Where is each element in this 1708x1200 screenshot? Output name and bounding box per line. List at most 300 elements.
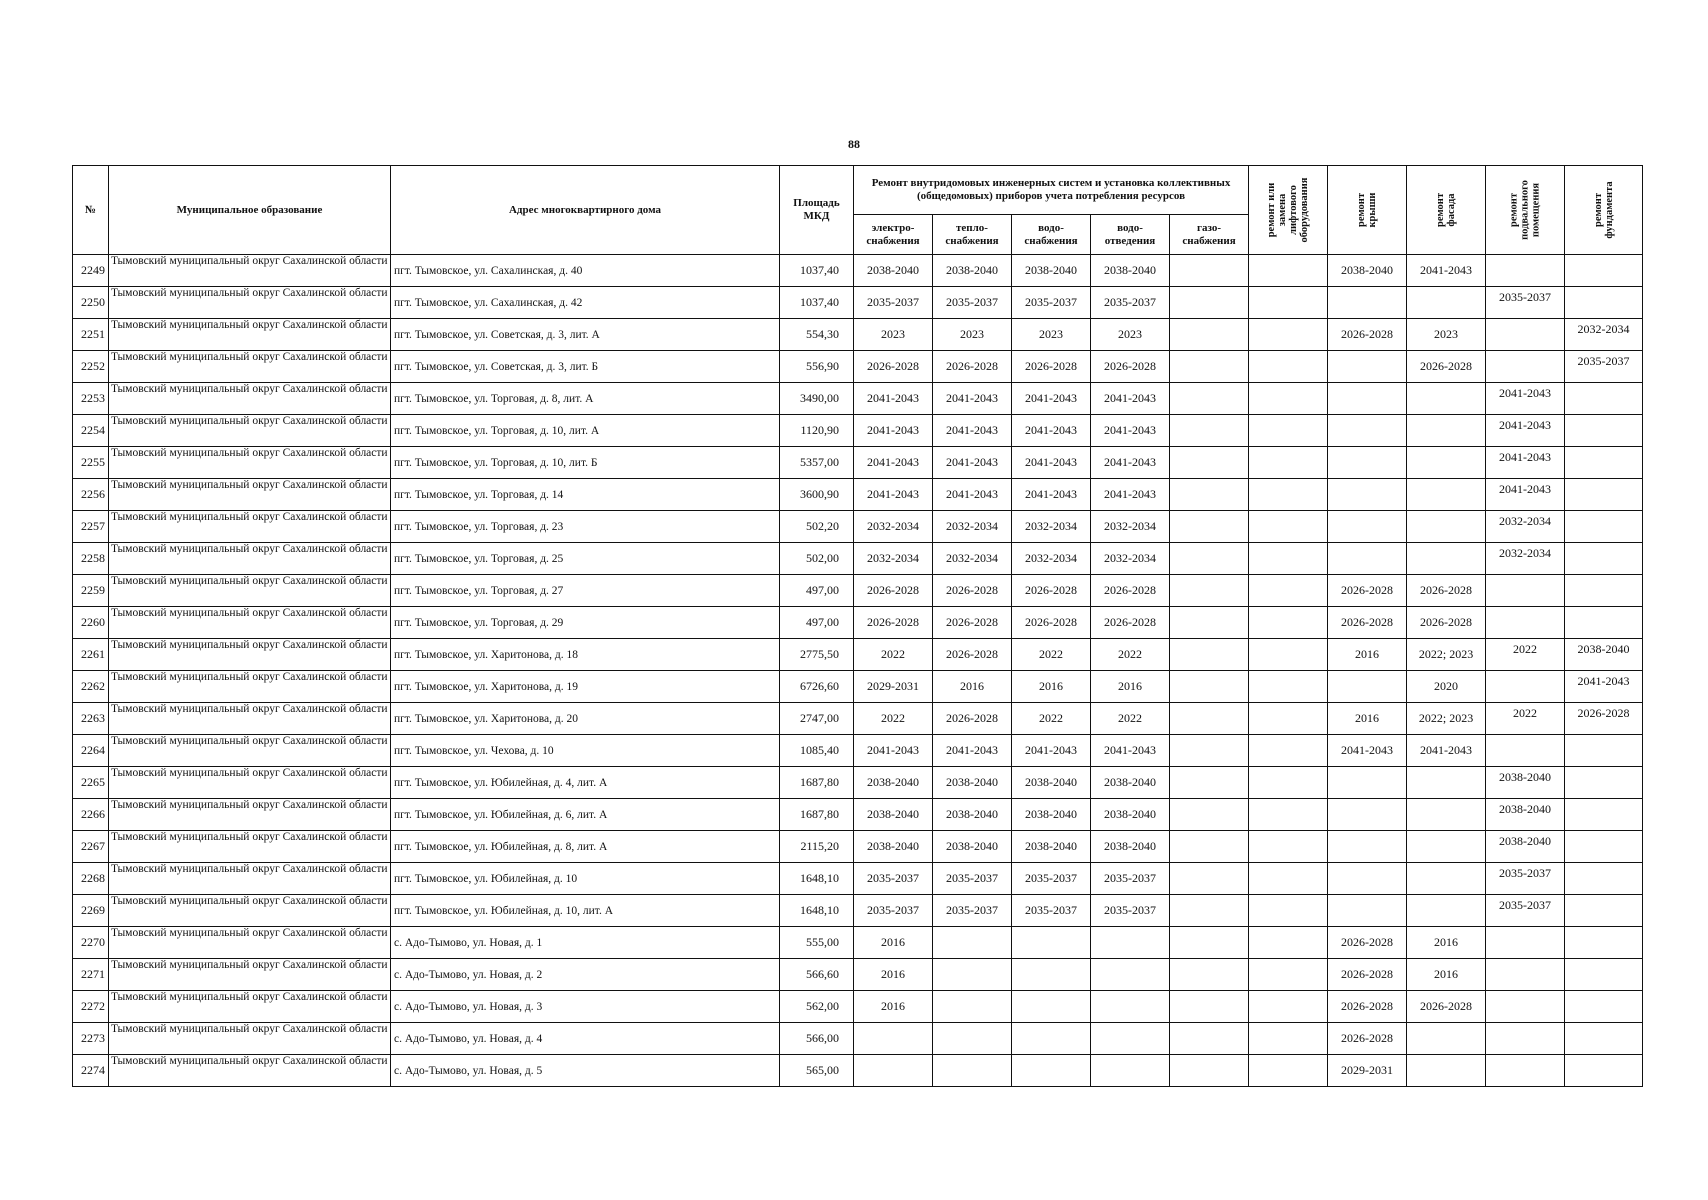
electricity-cell: 2038-2040 <box>854 767 933 799</box>
header-water-supply: водо- снабжения <box>1012 215 1091 255</box>
water-disposal-cell: 2041-2043 <box>1091 735 1170 767</box>
municipality-cell: Тымовский муниципальный округ Сахалинской области <box>109 319 391 351</box>
table-row <box>73 479 1643 511</box>
gas-cell <box>1170 255 1249 287</box>
header-facade-text: ремонт фасада <box>1435 193 1458 227</box>
elevator-cell <box>1249 575 1328 607</box>
address-cell: пгт. Тымовское, ул. Торговая, д. 8, лит. А <box>391 383 780 415</box>
table-row <box>73 575 1643 607</box>
address-cell: пгт. Тымовское, ул. Юбилейная, д. 8, лит. А <box>391 831 780 863</box>
foundation-cell: 2035-2037 <box>1565 351 1643 383</box>
row-number: 2257 <box>73 511 109 543</box>
facade-cell: 2022; 2023 <box>1407 639 1486 671</box>
heating-cell: 2035-2037 <box>933 895 1012 927</box>
elevator-cell <box>1249 767 1328 799</box>
electricity-cell: 2032-2034 <box>854 511 933 543</box>
address-cell: с. Адо-Тымово, ул. Новая, д. 3 <box>391 991 780 1023</box>
roof-cell <box>1328 447 1407 479</box>
basement-cell: 2035-2037 <box>1486 863 1565 895</box>
elevator-cell <box>1249 543 1328 575</box>
roof-cell <box>1328 671 1407 703</box>
electricity-cell: 2026-2028 <box>854 607 933 639</box>
elevator-cell <box>1249 1023 1328 1055</box>
area-cell: 2115,20 <box>780 831 854 863</box>
water-disposal-cell: 2041-2043 <box>1091 447 1170 479</box>
gas-cell <box>1170 895 1249 927</box>
electricity-cell: 2035-2037 <box>854 863 933 895</box>
water-disposal-cell: 2026-2028 <box>1091 575 1170 607</box>
roof-cell <box>1328 767 1407 799</box>
elevator-cell <box>1249 703 1328 735</box>
gas-cell <box>1170 991 1249 1023</box>
heating-cell: 2035-2037 <box>933 863 1012 895</box>
gas-cell <box>1170 735 1249 767</box>
area-cell: 497,00 <box>780 607 854 639</box>
elevator-cell <box>1249 415 1328 447</box>
municipality-cell: Тымовский муниципальный округ Сахалинской области <box>109 479 391 511</box>
table-row <box>73 831 1643 863</box>
area-cell: 1037,40 <box>780 287 854 319</box>
elevator-cell <box>1249 383 1328 415</box>
header-water-disposal: водо- отведения <box>1091 215 1170 255</box>
gas-cell <box>1170 351 1249 383</box>
table-row <box>73 351 1643 383</box>
roof-cell: 2026-2028 <box>1328 959 1407 991</box>
heating-cell: 2032-2034 <box>933 511 1012 543</box>
basement-cell: 2038-2040 <box>1486 831 1565 863</box>
basement-cell: 2041-2043 <box>1486 479 1565 511</box>
facade-cell <box>1407 511 1486 543</box>
table-row <box>73 671 1643 703</box>
roof-cell <box>1328 831 1407 863</box>
header-roof <box>1328 166 1407 255</box>
electricity-cell: 2026-2028 <box>854 575 933 607</box>
table-row <box>73 735 1643 767</box>
elevator-cell <box>1249 991 1328 1023</box>
gas-cell <box>1170 383 1249 415</box>
water-disposal-cell: 2041-2043 <box>1091 479 1170 511</box>
area-cell: 1648,10 <box>780 895 854 927</box>
facade-cell <box>1407 799 1486 831</box>
municipality-cell: Тымовский муниципальный округ Сахалинской области <box>109 447 391 479</box>
elevator-cell <box>1249 255 1328 287</box>
foundation-cell <box>1565 895 1643 927</box>
page-number: 88 <box>848 137 860 151</box>
elevator-cell <box>1249 927 1328 959</box>
address-cell: пгт. Тымовское, ул. Торговая, д. 25 <box>391 543 780 575</box>
water-supply-cell: 2038-2040 <box>1012 255 1091 287</box>
heating-cell: 2038-2040 <box>933 767 1012 799</box>
roof-cell <box>1328 287 1407 319</box>
municipality-cell: Тымовский муниципальный округ Сахалинской области <box>109 735 391 767</box>
electricity-cell: 2035-2037 <box>854 895 933 927</box>
gas-cell <box>1170 447 1249 479</box>
heating-cell: 2032-2034 <box>933 543 1012 575</box>
facade-cell <box>1407 287 1486 319</box>
address-cell: пгт. Тымовское, ул. Торговая, д. 10, лит. А <box>391 415 780 447</box>
area-cell: 1037,40 <box>780 255 854 287</box>
heating-cell: 2026-2028 <box>933 351 1012 383</box>
address-cell: пгт. Тымовское, ул. Харитонова, д. 18 <box>391 639 780 671</box>
municipality-cell: Тымовский муниципальный округ Сахалинской области <box>109 607 391 639</box>
water-supply-cell: 2035-2037 <box>1012 863 1091 895</box>
gas-cell <box>1170 1023 1249 1055</box>
municipality-cell: Тымовский муниципальный округ Сахалинской области <box>109 287 391 319</box>
municipality-cell: Тымовский муниципальный округ Сахалинской области <box>109 927 391 959</box>
facade-cell <box>1407 447 1486 479</box>
foundation-cell: 2026-2028 <box>1565 703 1643 735</box>
row-number: 2273 <box>73 1023 109 1055</box>
water-disposal-cell: 2041-2043 <box>1091 383 1170 415</box>
elevator-cell <box>1249 351 1328 383</box>
area-cell: 1120,90 <box>780 415 854 447</box>
water-disposal-cell: 2026-2028 <box>1091 607 1170 639</box>
address-cell: пгт. Тымовское, ул. Юбилейная, д. 10, лит. А <box>391 895 780 927</box>
foundation-cell <box>1565 511 1643 543</box>
heating-cell: 2041-2043 <box>933 479 1012 511</box>
gas-cell <box>1170 575 1249 607</box>
municipality-cell: Тымовский муниципальный округ Сахалинской области <box>109 1023 391 1055</box>
row-number: 2262 <box>73 671 109 703</box>
electricity-cell: 2041-2043 <box>854 735 933 767</box>
heating-cell: 2016 <box>933 671 1012 703</box>
facade-cell: 2026-2028 <box>1407 575 1486 607</box>
gas-cell <box>1170 1055 1249 1087</box>
address-cell: пгт. Тымовское, ул. Советская, д. 3, лит. А <box>391 319 780 351</box>
elevator-cell <box>1249 1055 1328 1087</box>
heating-cell <box>933 1055 1012 1087</box>
foundation-cell <box>1565 991 1643 1023</box>
table-row <box>73 1023 1643 1055</box>
foundation-cell <box>1565 287 1643 319</box>
table-body <box>73 255 1643 1087</box>
basement-cell: 2041-2043 <box>1486 415 1565 447</box>
water-supply-cell: 2041-2043 <box>1012 415 1091 447</box>
water-disposal-cell: 2038-2040 <box>1091 831 1170 863</box>
area-cell: 556,90 <box>780 351 854 383</box>
basement-cell <box>1486 1023 1565 1055</box>
municipality-cell: Тымовский муниципальный округ Сахалинской области <box>109 415 391 447</box>
facade-cell <box>1407 895 1486 927</box>
table-row <box>73 447 1643 479</box>
water-disposal-cell: 2032-2034 <box>1091 543 1170 575</box>
foundation-cell <box>1565 447 1643 479</box>
gas-cell <box>1170 831 1249 863</box>
water-supply-cell: 2041-2043 <box>1012 447 1091 479</box>
water-disposal-cell: 2038-2040 <box>1091 767 1170 799</box>
gas-cell <box>1170 479 1249 511</box>
address-cell: пгт. Тымовское, ул. Харитонова, д. 20 <box>391 703 780 735</box>
roof-cell: 2029-2031 <box>1328 1055 1407 1087</box>
table-row <box>73 895 1643 927</box>
row-number: 2254 <box>73 415 109 447</box>
municipality-cell: Тымовский муниципальный округ Сахалинской области <box>109 959 391 991</box>
area-cell: 497,00 <box>780 575 854 607</box>
heating-cell <box>933 959 1012 991</box>
area-cell: 502,00 <box>780 543 854 575</box>
table-row <box>73 543 1643 575</box>
area-cell: 3600,90 <box>780 479 854 511</box>
header-elevator <box>1249 166 1328 255</box>
gas-cell <box>1170 927 1249 959</box>
repair-schedule-table <box>72 165 1643 1087</box>
header-gas: газо- снабжения <box>1170 215 1249 255</box>
water-supply-cell: 2032-2034 <box>1012 511 1091 543</box>
heating-cell: 2041-2043 <box>933 735 1012 767</box>
row-number: 2264 <box>73 735 109 767</box>
foundation-cell: 2032-2034 <box>1565 319 1643 351</box>
foundation-cell <box>1565 863 1643 895</box>
electricity-cell: 2022 <box>854 703 933 735</box>
basement-cell <box>1486 1055 1565 1087</box>
water-disposal-cell: 2016 <box>1091 671 1170 703</box>
water-disposal-cell: 2041-2043 <box>1091 415 1170 447</box>
row-number: 2249 <box>73 255 109 287</box>
roof-cell <box>1328 511 1407 543</box>
basement-cell: 2038-2040 <box>1486 767 1565 799</box>
header-municipality: Муниципальное образование <box>109 166 391 255</box>
roof-cell <box>1328 543 1407 575</box>
electricity-cell: 2023 <box>854 319 933 351</box>
row-number: 2255 <box>73 447 109 479</box>
gas-cell <box>1170 543 1249 575</box>
electricity-cell: 2041-2043 <box>854 383 933 415</box>
water-disposal-cell <box>1091 1023 1170 1055</box>
area-cell: 1648,10 <box>780 863 854 895</box>
facade-cell: 2016 <box>1407 927 1486 959</box>
gas-cell <box>1170 639 1249 671</box>
municipality-cell: Тымовский муниципальный округ Сахалинской области <box>109 383 391 415</box>
facade-cell <box>1407 767 1486 799</box>
area-cell: 1085,40 <box>780 735 854 767</box>
foundation-cell <box>1565 575 1643 607</box>
water-supply-cell: 2038-2040 <box>1012 767 1091 799</box>
elevator-cell <box>1249 479 1328 511</box>
table-row <box>73 287 1643 319</box>
elevator-cell <box>1249 447 1328 479</box>
water-disposal-cell: 2035-2037 <box>1091 863 1170 895</box>
facade-cell: 2026-2028 <box>1407 351 1486 383</box>
water-supply-cell: 2035-2037 <box>1012 895 1091 927</box>
basement-cell: 2041-2043 <box>1486 447 1565 479</box>
address-cell: пгт. Тымовское, ул. Торговая, д. 23 <box>391 511 780 543</box>
roof-cell: 2041-2043 <box>1328 735 1407 767</box>
heating-cell <box>933 1023 1012 1055</box>
address-cell: с. Адо-Тымово, ул. Новая, д. 4 <box>391 1023 780 1055</box>
water-supply-cell: 2026-2028 <box>1012 575 1091 607</box>
water-disposal-cell: 2035-2037 <box>1091 895 1170 927</box>
facade-cell <box>1407 1055 1486 1087</box>
row-number: 2263 <box>73 703 109 735</box>
gas-cell <box>1170 511 1249 543</box>
table-row <box>73 767 1643 799</box>
heating-cell: 2038-2040 <box>933 255 1012 287</box>
water-supply-cell <box>1012 1023 1091 1055</box>
heating-cell <box>933 991 1012 1023</box>
roof-cell: 2026-2028 <box>1328 319 1407 351</box>
row-number: 2266 <box>73 799 109 831</box>
water-supply-cell: 2022 <box>1012 703 1091 735</box>
foundation-cell <box>1565 415 1643 447</box>
foundation-cell <box>1565 543 1643 575</box>
electricity-cell: 2016 <box>854 959 933 991</box>
municipality-cell: Тымовский муниципальный округ Сахалинской области <box>109 991 391 1023</box>
foundation-cell <box>1565 255 1643 287</box>
municipality-cell: Тымовский муниципальный округ Сахалинской области <box>109 863 391 895</box>
foundation-cell <box>1565 767 1643 799</box>
foundation-cell <box>1565 799 1643 831</box>
gas-cell <box>1170 415 1249 447</box>
elevator-cell <box>1249 671 1328 703</box>
facade-cell <box>1407 863 1486 895</box>
water-supply-cell <box>1012 959 1091 991</box>
row-number: 2258 <box>73 543 109 575</box>
basement-cell: 2032-2034 <box>1486 543 1565 575</box>
municipality-cell: Тымовский муниципальный округ Сахалинской области <box>109 767 391 799</box>
address-cell: с. Адо-Тымово, ул. Новая, д. 5 <box>391 1055 780 1087</box>
foundation-cell <box>1565 927 1643 959</box>
elevator-cell <box>1249 287 1328 319</box>
header-elevator-text: ремонт или замена лифтового оборудования <box>1266 177 1311 243</box>
header-area: Площадь МКД <box>780 166 854 255</box>
heating-cell: 2041-2043 <box>933 383 1012 415</box>
roof-cell: 2026-2028 <box>1328 927 1407 959</box>
basement-cell: 2035-2037 <box>1486 287 1565 319</box>
row-number: 2274 <box>73 1055 109 1087</box>
address-cell: пгт. Тымовское, ул. Сахалинская, д. 42 <box>391 287 780 319</box>
municipality-cell: Тымовский муниципальный округ Сахалинской области <box>109 511 391 543</box>
municipality-cell: Тымовский муниципальный округ Сахалинской области <box>109 831 391 863</box>
header-roof-text: ремонт крыши <box>1356 192 1379 228</box>
address-cell: пгт. Тымовское, ул. Торговая, д. 29 <box>391 607 780 639</box>
electricity-cell: 2038-2040 <box>854 255 933 287</box>
roof-cell <box>1328 351 1407 383</box>
foundation-cell <box>1565 607 1643 639</box>
roof-cell: 2026-2028 <box>1328 1023 1407 1055</box>
facade-cell <box>1407 543 1486 575</box>
area-cell: 565,00 <box>780 1055 854 1087</box>
area-cell: 1687,80 <box>780 767 854 799</box>
row-number: 2267 <box>73 831 109 863</box>
table-row <box>73 415 1643 447</box>
table-row <box>73 1055 1643 1087</box>
electricity-cell: 2038-2040 <box>854 799 933 831</box>
heating-cell: 2038-2040 <box>933 831 1012 863</box>
roof-cell: 2016 <box>1328 639 1407 671</box>
electricity-cell: 2022 <box>854 639 933 671</box>
facade-cell: 2041-2043 <box>1407 735 1486 767</box>
row-number: 2250 <box>73 287 109 319</box>
table-row <box>73 703 1643 735</box>
basement-cell <box>1486 319 1565 351</box>
municipality-cell: Тымовский муниципальный округ Сахалинской области <box>109 543 391 575</box>
facade-cell <box>1407 415 1486 447</box>
elevator-cell <box>1249 607 1328 639</box>
foundation-cell <box>1565 1055 1643 1087</box>
area-cell: 566,00 <box>780 1023 854 1055</box>
heating-cell: 2026-2028 <box>933 607 1012 639</box>
electricity-cell: 2041-2043 <box>854 447 933 479</box>
gas-cell <box>1170 671 1249 703</box>
header-basement-text: ремонт подвального помещения <box>1508 180 1542 240</box>
foundation-cell <box>1565 1023 1643 1055</box>
basement-cell: 2038-2040 <box>1486 799 1565 831</box>
water-disposal-cell <box>1091 1055 1170 1087</box>
facade-cell: 2020 <box>1407 671 1486 703</box>
table-row <box>73 639 1643 671</box>
gas-cell <box>1170 319 1249 351</box>
facade-cell <box>1407 831 1486 863</box>
water-supply-cell <box>1012 927 1091 959</box>
table-row <box>73 511 1643 543</box>
municipality-cell: Тымовский муниципальный округ Сахалинской области <box>109 799 391 831</box>
water-supply-cell: 2022 <box>1012 639 1091 671</box>
header-foundation-text: ремонт фундамента <box>1592 181 1615 239</box>
water-disposal-cell: 2032-2034 <box>1091 511 1170 543</box>
electricity-cell: 2016 <box>854 927 933 959</box>
gas-cell <box>1170 863 1249 895</box>
row-number: 2259 <box>73 575 109 607</box>
row-number: 2252 <box>73 351 109 383</box>
address-cell: пгт. Тымовское, ул. Харитонова, д. 19 <box>391 671 780 703</box>
address-cell: пгт. Тымовское, ул. Юбилейная, д. 4, лит. А <box>391 767 780 799</box>
elevator-cell <box>1249 511 1328 543</box>
water-supply-cell <box>1012 1055 1091 1087</box>
area-cell: 3490,00 <box>780 383 854 415</box>
heating-cell: 2023 <box>933 319 1012 351</box>
municipality-cell: Тымовский муниципальный округ Сахалинской области <box>109 575 391 607</box>
facade-cell: 2026-2028 <box>1407 607 1486 639</box>
basement-cell <box>1486 351 1565 383</box>
table-row <box>73 607 1643 639</box>
water-supply-cell: 2041-2043 <box>1012 479 1091 511</box>
heating-cell: 2038-2040 <box>933 799 1012 831</box>
address-cell: пгт. Тымовское, ул. Юбилейная, д. 10 <box>391 863 780 895</box>
water-supply-cell: 2026-2028 <box>1012 607 1091 639</box>
facade-cell <box>1407 1023 1486 1055</box>
header-facade <box>1407 166 1486 255</box>
row-number: 2272 <box>73 991 109 1023</box>
address-cell: пгт. Тымовское, ул. Торговая, д. 27 <box>391 575 780 607</box>
municipality-cell: Тымовский муниципальный округ Сахалинской области <box>109 255 391 287</box>
water-supply-cell: 2038-2040 <box>1012 831 1091 863</box>
table-row <box>73 863 1643 895</box>
heating-cell <box>933 927 1012 959</box>
basement-cell <box>1486 671 1565 703</box>
electricity-cell: 2032-2034 <box>854 543 933 575</box>
row-number: 2251 <box>73 319 109 351</box>
table-row <box>73 255 1643 287</box>
water-supply-cell <box>1012 991 1091 1023</box>
foundation-cell <box>1565 735 1643 767</box>
basement-cell: 2022 <box>1486 639 1565 671</box>
table-row <box>73 959 1643 991</box>
electricity-cell: 2041-2043 <box>854 415 933 447</box>
roof-cell <box>1328 799 1407 831</box>
electricity-cell: 2041-2043 <box>854 479 933 511</box>
area-cell: 2775,50 <box>780 639 854 671</box>
roof-cell <box>1328 415 1407 447</box>
municipality-cell: Тымовский муниципальный округ Сахалинской области <box>109 1055 391 1087</box>
facade-cell: 2041-2043 <box>1407 255 1486 287</box>
municipality-cell: Тымовский муниципальный округ Сахалинской области <box>109 895 391 927</box>
elevator-cell <box>1249 319 1328 351</box>
heating-cell: 2026-2028 <box>933 703 1012 735</box>
basement-cell: 2032-2034 <box>1486 511 1565 543</box>
basement-cell <box>1486 959 1565 991</box>
address-cell: пгт. Тымовское, ул. Советская, д. 3, лит. Б <box>391 351 780 383</box>
water-supply-cell: 2038-2040 <box>1012 799 1091 831</box>
